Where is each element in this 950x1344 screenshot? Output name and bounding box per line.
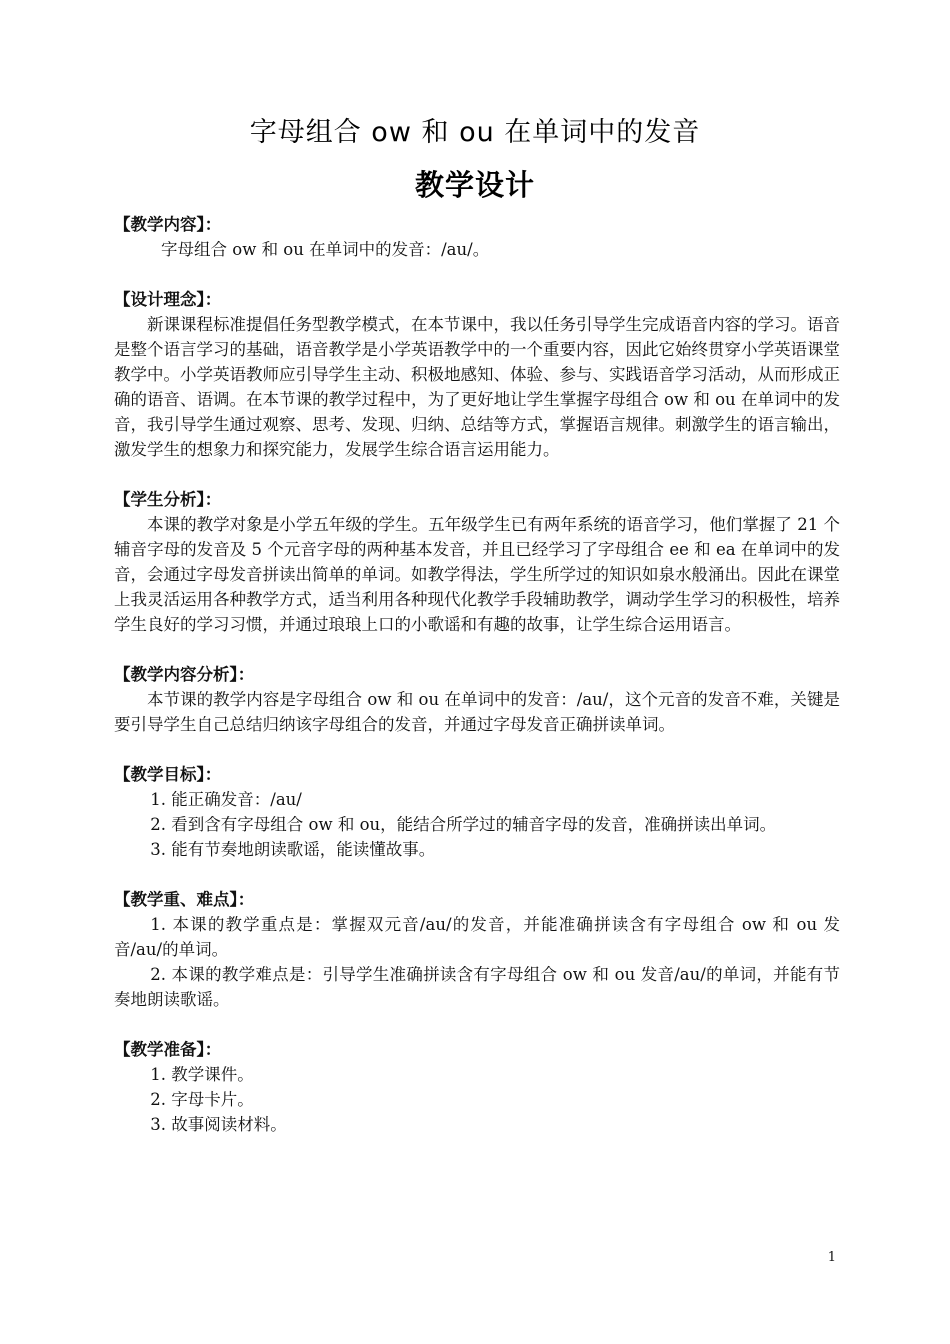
list-item: 2. 本课的教学难点是：引导学生准确拼读含有字母组合 ow 和 ou 发音/au/的单词，并能有节奏地朗读歌谣。: [114, 965, 840, 1009]
section-paragraph: 新课课程标准提倡任务型教学模式，在本节课中，我以任务引导学生完成语音内容的学习。语音是整个语言学习的基础，语音教学是小学英语教学中的一个重要内容，因此它始终贯穿小学英语课堂教学中。小学英语教师应引导学生主动、积极地感知、体验、参与、实践语音学习活动，从而形成正确的语音、语调。在本节课的教学过程中，为了更好地让学生掌握字母组合 ow 和 ou 在单词中的发音，我引导学生通过观察、思考、发现、归纳、总结等方式，掌握语言规律。刺激学生的语言输出，激发学生的想象力和探究能力，发展学生综合语言运用能力。: [114, 315, 840, 459]
section-heading: 【教学内容分析】：: [114, 665, 255, 684]
section-heading: 【设计理念】：: [114, 290, 222, 309]
section-heading: 【学生分析】：: [114, 490, 222, 509]
list-item: 2. 看到含有字母组合 ow 和 ou，能结合所学过的辅音字母的发音，准确拼读出单词。: [150, 815, 777, 834]
section-design-concept: [114, 287, 840, 462]
section-heading: 【教学重、难点】：: [114, 890, 255, 909]
section-heading: 【教学目标】：: [114, 765, 222, 784]
section-heading: 【教学准备】：: [114, 1040, 222, 1059]
page-number: 1: [827, 1250, 836, 1265]
section-teaching-preparation: [114, 1037, 840, 1137]
section-paragraph: 本课的教学对象是小学五年级的学生。五年级学生已有两年系统的语音学习，他们掌握了 21 个辅音字母的发音及 5 个元音字母的两种基本发音，并且已经学习了字母组合 ee 和 ea 在单词中的发音，会通过字母发音拼读出简单的单词。如教学得法，学生所学过的知识如泉水般涌出。因此在课堂上我灵活运用各种教学方式，适当利用各种现代化教学手段辅助教学，调动学生学习的积极性，培养学生良好的学习习惯，并通过琅琅上口的小歌谣和有趣的故事，让学生综合运用语言。: [114, 515, 840, 634]
list-item: 2. 字母卡片。: [150, 1090, 254, 1109]
section-heading: 【教学内容】：: [114, 215, 222, 234]
section-student-analysis: [114, 487, 840, 637]
list-item: 1. 能正确发音：/au/: [150, 790, 302, 809]
list-item: 3. 故事阅读材料。: [150, 1115, 287, 1134]
section-key-difficult-points: [114, 887, 840, 1012]
list-item: 1. 教学课件。: [150, 1065, 254, 1084]
section-content-analysis: [114, 662, 840, 737]
section-paragraph: 字母组合 ow 和 ou 在单词中的发音：/au/。: [161, 240, 490, 259]
document-title: 字母组合 ow 和 ou 在单词中的发音: [249, 117, 701, 148]
section-teaching-content: [114, 212, 840, 262]
document-subtitle: 教学设计: [414, 168, 535, 202]
list-item: 1. 本课的教学重点是：掌握双元音/au/的发音，并能准确拼读含有字母组合 ow 和 ou 发音/au/的单词。: [114, 915, 840, 959]
document-body: [114, 212, 840, 1162]
list-item: 3. 能有节奏地朗读歌谣，能读懂故事。: [150, 840, 436, 859]
section-paragraph: 本节课的教学内容是字母组合 ow 和 ou 在单词中的发音：/au/，这个元音的发音不难，关键是要引导学生自己总结归纳该字母组合的发音，并通过字母发音正确拼读单词。: [114, 690, 840, 734]
section-teaching-goals: [114, 762, 840, 862]
